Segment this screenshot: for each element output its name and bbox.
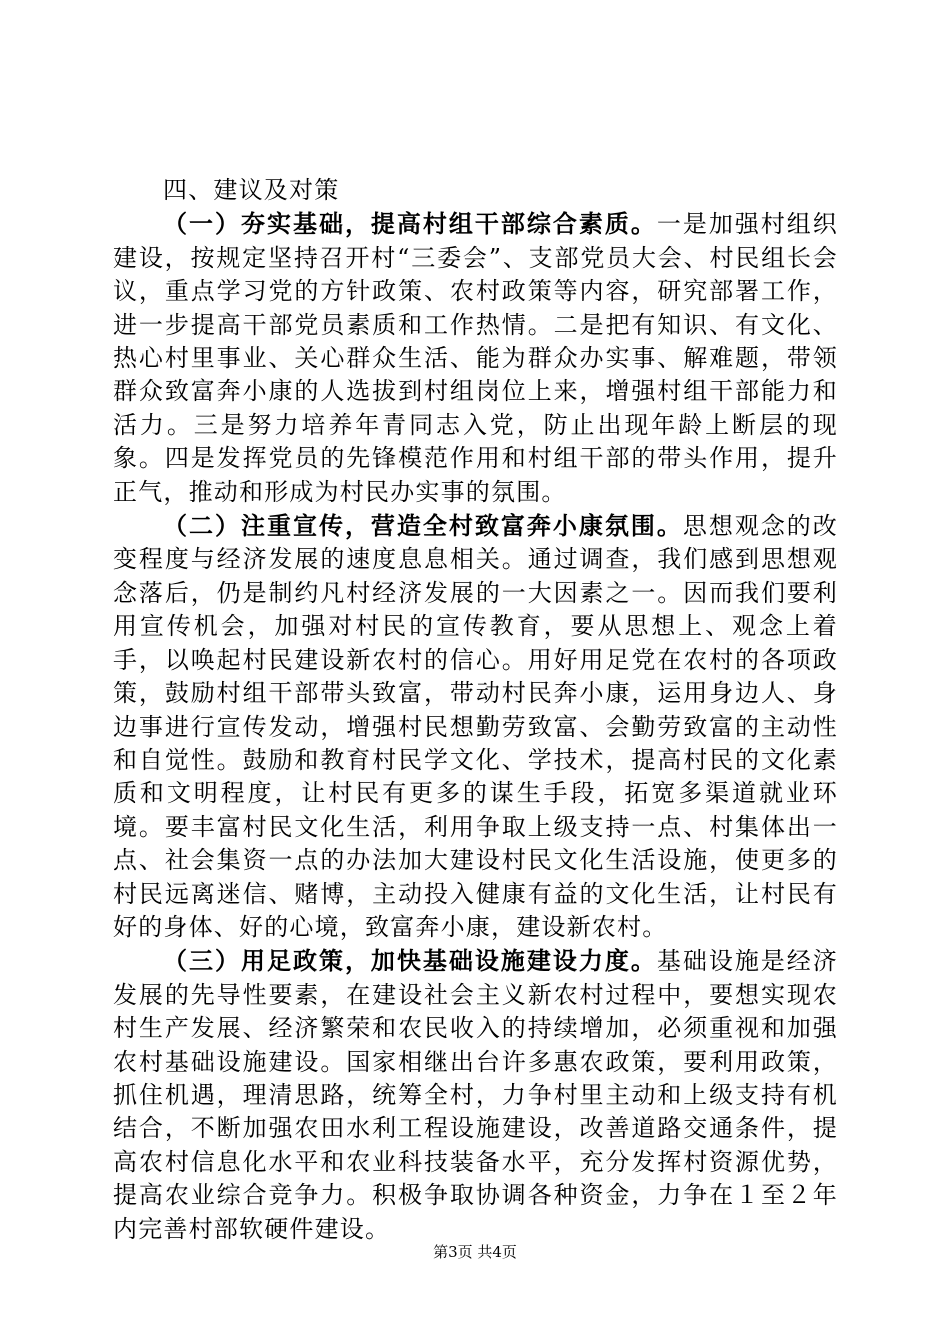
page-footer: 第3页 共4页: [433, 1243, 517, 1261]
paragraph-1: [113, 207, 838, 509]
paragraph-2-body: 思想观念的改变程度与经济发展的速度息息相关。通过调查，我们感到思想观念落后，仍是制约凡村经济发展的一大因素之一。因而我们要利用宣传机会，加强对村民的宣传教育，要从思想上、观念上着手，以唤起村民建设新农村的信心。用好用足党在农村的各项政策，鼓励村组干部带头致富，带动村民奔小康，运用身边人、身边事进行宣传发动，增强村民想勤劳致富、会勤劳致富的主动性和自觉性。鼓励和教育村民学文化、学技术，提高村民的文化素质和文明程度，让村民有更多的谋生手段，拓宽多渠道就业环境。要丰富村民文化生活，利用争取上级支持一点、村集体出一点、社会集资一点的办法加大建设村民文化生活设施，使更多的村民远离迷信、赌博，主动投入健康有益的文化生活，让村民有好的身体、好的心境，致富奔小康，建设新农村。: [113, 512, 839, 941]
section-title: 四、建议及对策: [163, 176, 340, 204]
paragraph-3-heading: （三）用足政策，加快基础设施建设力度。: [163, 946, 657, 976]
document-body: [113, 174, 838, 1246]
paragraph-1-body: 一是加强村组织建设，按规定坚持召开村“三委会”、支部党员大会、村民组长会议，重点学习党的方针政策、农村政策等内容，研究部署工作，进一步提高干部党员素质和工作热情。二是把有知识、有文化、热心村里事业、关心群众生活、能为群众办实事、解难题，带领群众致富奔小康的人选拔到村组岗位上来，增强村组干部能力和活力。三是努力培养年青同志入党，防止出现年龄上断层的现象。四是发挥党员的先锋模范作用和村组干部的带头作用，提升正气，推动和形成为村民办实事的氛围。: [113, 210, 838, 506]
paragraph-1-heading: （一）夯实基础，提高村组干部综合素质。: [163, 209, 657, 239]
paragraph-3-body: 基础设施是经济发展的先导性要素，在建设社会主义新农村过程中，要想实现农村生产发展、经济繁荣和农民收入的持续增加，必须重视和加强农村基础设施建设。国家相继出台许多惠农政策，要利用政策，抓住机遇，理清思路，统筹全村，力争村里主动和上级支持有机结合，不断加强农田水利工程设施建设，改善道路交通条件，提高农村信息化水平和农业科技装备水平，充分发挥村资源优势，提高农业综合竞争力。积极争取协调各种资金，力争在１至２年内完善村部软硬件建设。: [113, 947, 838, 1243]
paragraph-3: [113, 944, 838, 1246]
paragraph-2: [113, 509, 838, 944]
paragraph-2-heading: （二）注重宣传，营造全村致富奔小康氛围。: [163, 511, 683, 541]
